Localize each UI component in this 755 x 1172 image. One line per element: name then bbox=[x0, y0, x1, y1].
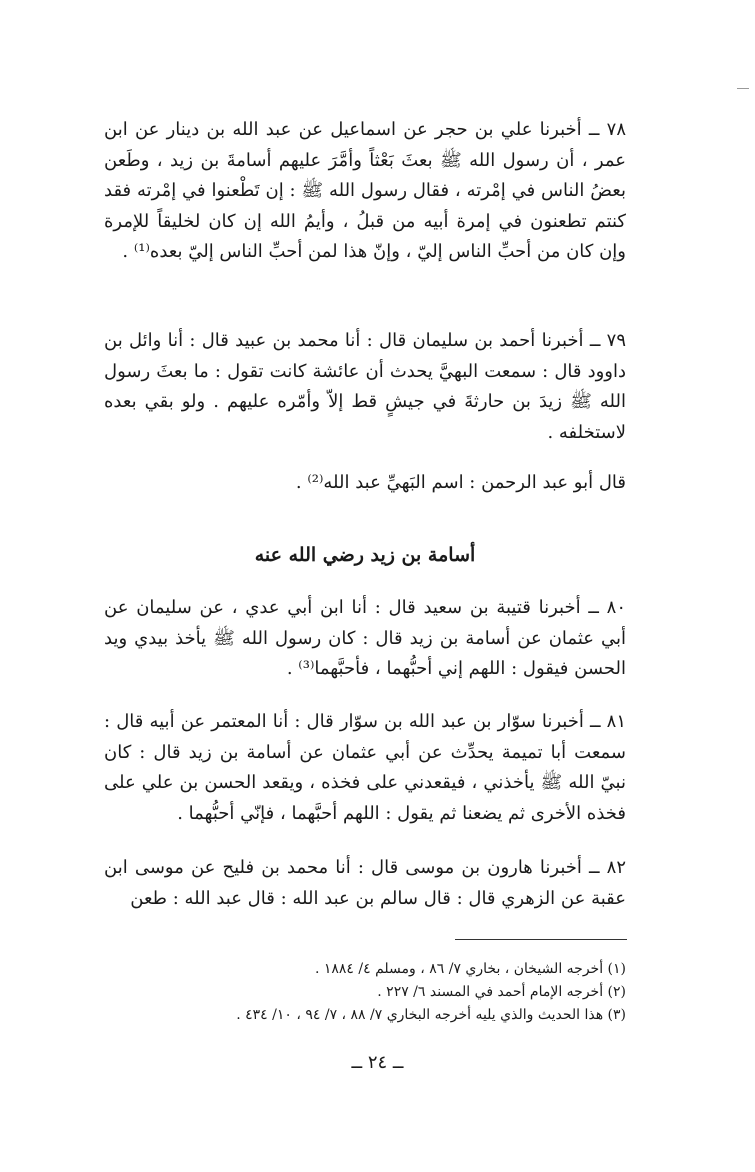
hadith-80: ٨٠ ــ أخبرنا قتيبة بن سعيد قال : أنا ابن أبي عدي ، عن سليمان عن أبي عثمان عن أسامة بن زيد قال : كان رسول الله ﷺ يأخذ بيدي ويد الحسن فيقول : اللهم إني أحبُّهما ، فأحبَّهما⁽³⁾ . bbox=[104, 597, 626, 679]
footnote-3: (٣) هذا الحديث والذي يليه أخرجه البخاري ٧/ ٨٨ ، ٧/ ٩٤ ، ١٠/ ٤٣٤ . bbox=[236, 1007, 626, 1023]
hadith-81: ٨١ ــ أخبرنا سوّار بن عبد الله بن سوّار قال : أنا المعتمر عن أبيه قال : سمعت أبا تميمة يحدِّث عن أبي عثمان عن أسامة بن زيد قال : كان نبيّ الله ﷺ يأخذني ، فيقعدني على فخذه ، ويقعد الحسن بن علي على فخذه الأخرى ثم يضعنا ثم يقول : اللهم أحبَّهما ، فإنّي أحبُّهما . bbox=[104, 711, 626, 824]
footnote-divider bbox=[455, 939, 627, 940]
hadith-79-note: قال أبو عبد الرحمن : اسم البَهيِّ عبد الله⁽²⁾ . bbox=[295, 472, 626, 493]
hadith-78: ٧٨ ــ أخبرنا علي بن حجر عن اسماعيل عن عبد الله بن دينار عن ابن عمر ، أن رسول الله ﷺ بعثَ بَعْثاً وأمَّرَ عليهم أسامةَ بن زيد ، وطَعن بعضُ الناس في إمْرته ، فقال رسول الله ﷺ : إن تَطْعنوا في إمْرته فقد كنتم تطعنون في إمرة أبيه من قبلُ ، وأيمُ الله إن كان لخليقاً للإمرة وإن كان من أحبِّ الناس إليّ ، وإنّ هذا لمن أحبِّ الناس إليّ بعده⁽¹⁾ . bbox=[104, 119, 626, 262]
margin-mark bbox=[737, 88, 749, 89]
footnote-2: (٢) أخرجه الإمام أحمد في المسند ٦/ ٢٢٧ . bbox=[377, 984, 626, 1000]
footnote-1: (١) أخرجه الشيخان ، بخاري ٧/ ٨٦ ، ومسلم ٤/ ١٨٨٤ . bbox=[314, 961, 626, 977]
hadith-82: ٨٢ ــ أخبرنا هارون بن موسى قال : أنا محمد بن فليح عن موسى ابن عقبة عن الزهري قال : قال سالم بن عبد الله : قال عبد الله : طعن bbox=[104, 857, 626, 909]
page-number: ــ ٢٤ ــ bbox=[351, 1052, 404, 1073]
footnotes bbox=[104, 958, 626, 1027]
hadith-79: ٧٩ ــ أخبرنا أحمد بن سليمان قال : أنا محمد بن عبيد قال : أنا وائل بن داوود قال : سمعت البهيَّ يحدث أن عائشة كانت تقول : ما بعثَ رسول الله ﷺ زيدَ بن حارثةَ في جيشٍ قط إلاّ وأمّره عليهم . ولو بقي بعده لاستخلفه . bbox=[104, 330, 626, 443]
section-heading: أسامة بن زيد رضي الله عنه bbox=[254, 544, 476, 566]
